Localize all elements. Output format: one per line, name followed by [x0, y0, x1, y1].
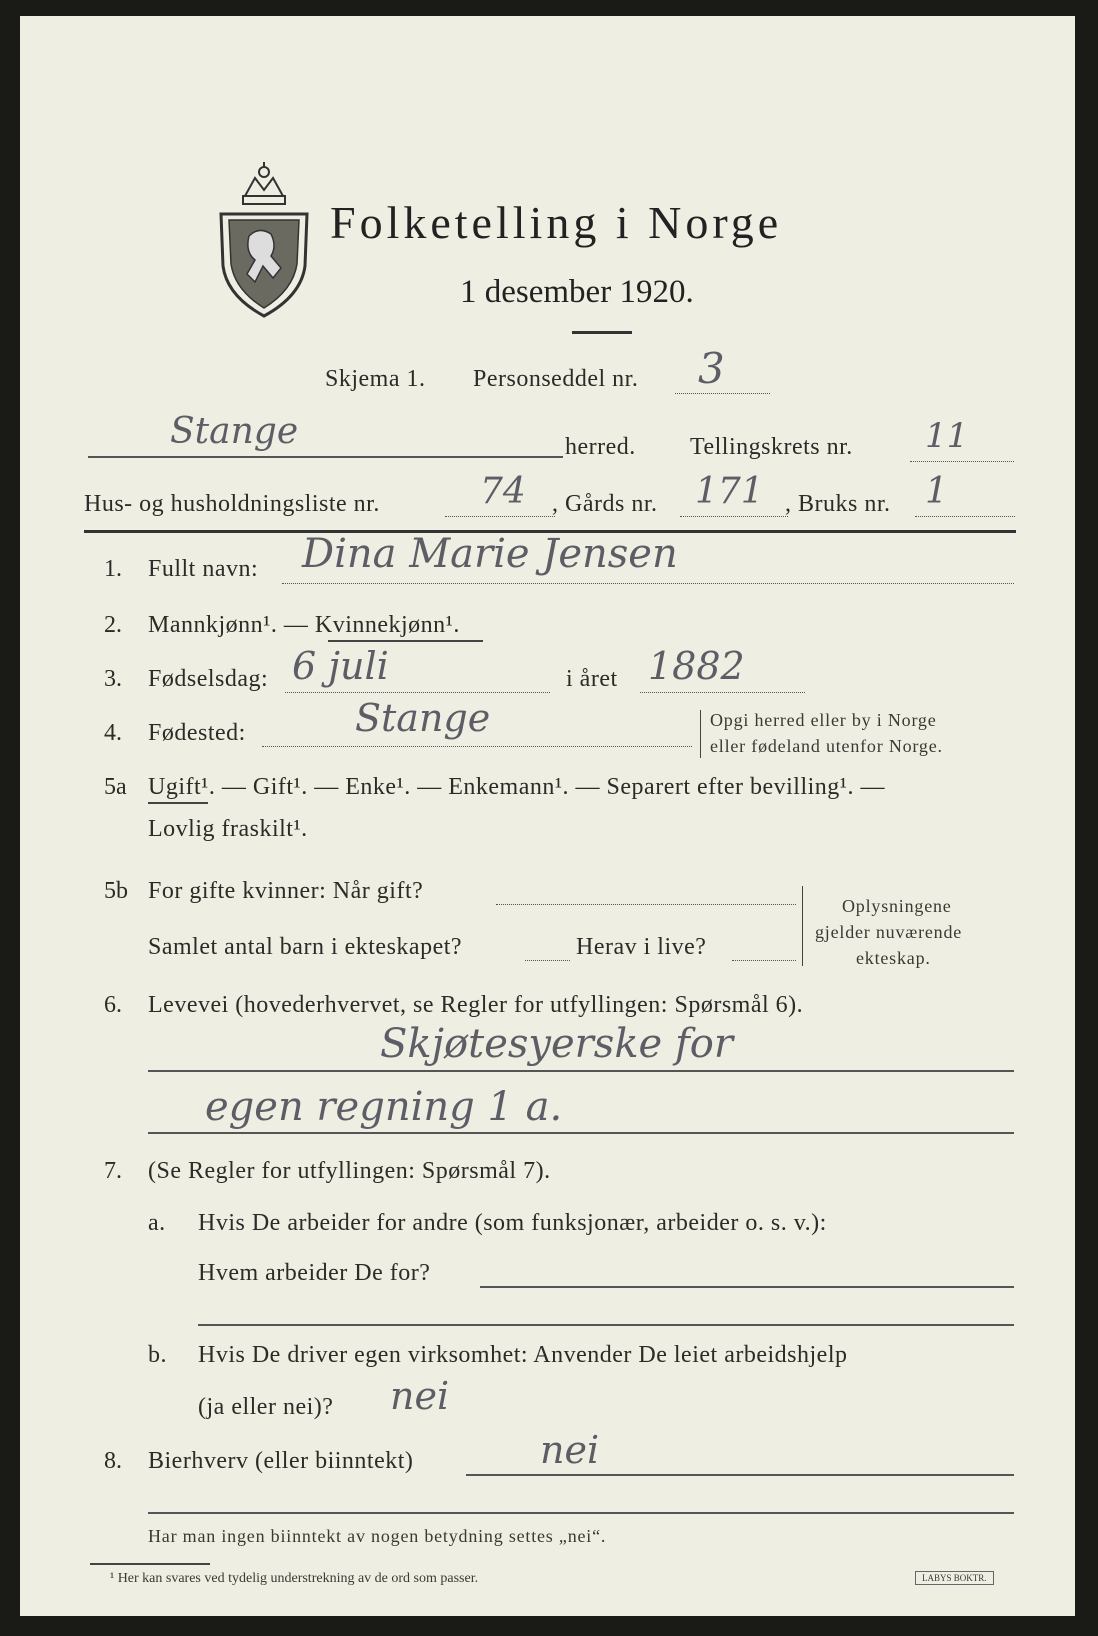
q5b-line-1: For gifte kvinner: Når gift?	[148, 878, 424, 904]
q1-value: Dina Marie Jensen	[302, 531, 678, 577]
printer-stamp: LABYS BOKTR.	[915, 1571, 994, 1585]
q3-line	[285, 692, 550, 693]
q7a-line-1: Hvis De arbeider for andre (som funksjonær, arbeider o. s. v.):	[198, 1210, 827, 1236]
bruks-label: , Bruks nr.	[785, 491, 891, 517]
q5a-number: 5a	[104, 774, 127, 800]
q7b-line-1: Hvis De driver egen virksomhet: Anvender De leiet arbeidshjelp	[198, 1342, 848, 1368]
q5b-note-2: gjelder nuværende	[815, 922, 963, 942]
bruks-value: 1	[925, 471, 948, 512]
tellingskrets-line	[910, 461, 1014, 462]
bruks-line	[915, 516, 1015, 517]
q3-year-line	[640, 692, 805, 693]
q1-number: 1.	[104, 556, 122, 582]
hus-value: 74	[480, 471, 526, 512]
q7a-line-2: Hvem arbeider De for?	[198, 1260, 431, 1286]
q4-value: Stange	[355, 696, 491, 740]
form-date: 1 desember 1920.	[460, 274, 694, 310]
herred-value: Stange	[170, 411, 299, 452]
gards-line	[680, 516, 788, 517]
footer-note: Har man ingen biinntekt av nogen betydning settes „nei“.	[148, 1526, 607, 1546]
skjema-label: Skjema 1.	[325, 366, 426, 392]
gards-value: 171	[695, 471, 764, 512]
form-title: Folketelling i Norge	[330, 197, 783, 248]
q6-line-2	[148, 1132, 1014, 1134]
q3-value: 6 juli	[292, 644, 389, 688]
q5b-alive-line	[732, 960, 796, 961]
q7-number: 7.	[104, 1158, 122, 1184]
q5b-note-3: ekteskap.	[856, 948, 931, 968]
title-divider	[572, 331, 632, 334]
q7b-value: nei	[390, 1374, 450, 1418]
q5a-underline	[148, 802, 208, 804]
q3-label: Fødselsdag:	[148, 666, 269, 692]
q8-value: nei	[540, 1428, 600, 1472]
q3-year-label: i året	[566, 666, 618, 692]
personseddel-label: Personseddel nr.	[473, 366, 639, 392]
tellingskrets-value: 11	[925, 416, 969, 456]
q6-number: 6.	[104, 992, 122, 1018]
footnote: ¹ Her kan svares ved tydelig understrekning av de ord som passer.	[110, 1571, 479, 1586]
tellingskrets-label: Tellingskrets nr.	[690, 434, 853, 460]
q1-label: Fullt navn:	[148, 556, 259, 582]
q2-underline	[328, 640, 483, 642]
q4-note-2: eller fødeland utenfor Norge.	[710, 736, 943, 756]
q6-line-1	[148, 1070, 1014, 1072]
q5b-number: 5b	[104, 878, 128, 904]
q8-number: 8.	[104, 1448, 122, 1474]
q5b-alive-label: Herav i live?	[576, 934, 707, 960]
q3-number: 3.	[104, 666, 122, 692]
q4-line	[262, 746, 692, 747]
q5b-note-1: Oplysningene	[842, 896, 952, 916]
q5a-line-2: Lovlig fraskilt¹.	[148, 816, 308, 842]
hus-label: Hus- og husholdningsliste nr.	[84, 491, 380, 517]
herred-line	[88, 456, 563, 458]
q6-value-1: Skjøtesyerske for	[380, 1021, 733, 1067]
q5b-married-line	[496, 904, 796, 905]
herred-label: herred.	[565, 434, 636, 460]
gards-label: , Gårds nr.	[552, 491, 658, 517]
q5b-bracket	[802, 886, 807, 966]
q7-label: (Se Regler for utfyllingen: Spørsmål 7).	[148, 1158, 551, 1184]
q4-label: Fødested:	[148, 720, 246, 746]
q6-label: Levevei (hovederhvervet, se Regler for utfyllingen: Spørsmål 6).	[148, 992, 804, 1018]
q5b-children-line	[525, 960, 570, 961]
q4-bracket	[700, 710, 705, 758]
q7a-extra-line	[198, 1324, 1014, 1326]
q3-year-value: 1882	[648, 644, 745, 688]
q7a-answer-line	[480, 1286, 1014, 1288]
footnote-divider	[90, 1563, 210, 1565]
q2-label: Mannkjønn¹. — Kvinnekjønn¹.	[148, 612, 460, 638]
q2-number: 2.	[104, 612, 122, 638]
q4-number: 4.	[104, 720, 122, 746]
q7a-letter: a.	[148, 1210, 166, 1236]
q6-value-2: egen regning 1 a.	[205, 1084, 563, 1130]
q1-line	[282, 583, 1014, 584]
q5b-children-label: Samlet antal barn i ekteskapet?	[148, 934, 463, 960]
q8-answer-line	[466, 1474, 1014, 1476]
q8-extra-line	[148, 1512, 1014, 1514]
hus-line	[445, 516, 555, 517]
personseddel-value: 3	[698, 344, 725, 393]
q8-label: Bierhverv (eller biinntekt)	[148, 1448, 414, 1474]
q5a-line-1: Ugift¹. — Gift¹. — Enke¹. — Enkemann¹. — Separert efter bevilling¹. —	[148, 774, 885, 800]
coat-of-arms-icon	[215, 156, 313, 326]
q7b-line-2: (ja eller nei)?	[198, 1394, 334, 1420]
q4-note-1: Opgi herred eller by i Norge	[710, 710, 937, 730]
census-form	[20, 16, 1075, 1616]
q7b-letter: b.	[148, 1342, 167, 1368]
personseddel-line	[675, 393, 770, 394]
